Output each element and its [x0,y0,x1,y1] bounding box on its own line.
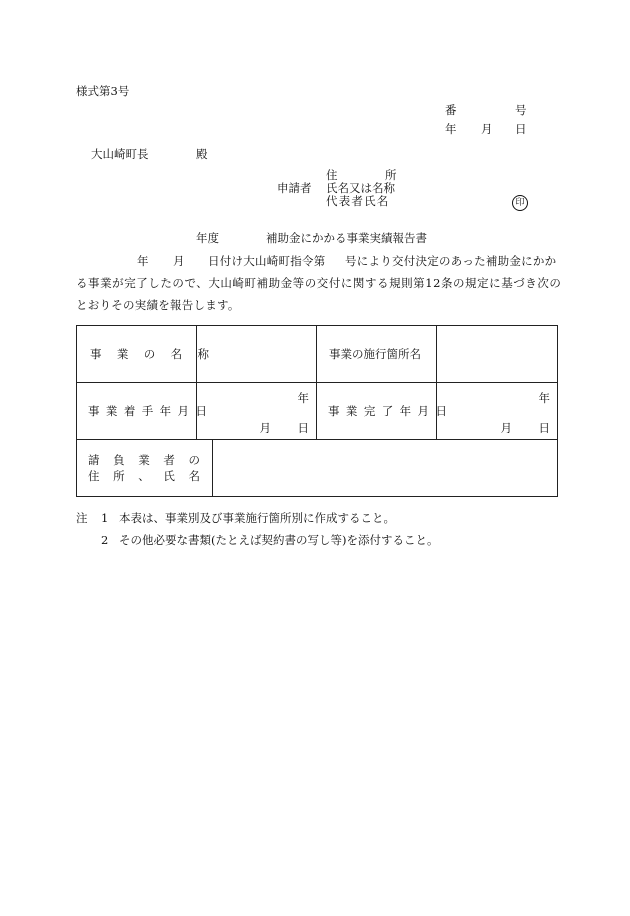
end-date-label-char: 事 [328,404,340,418]
contractor-label-line1-char: 者 [163,453,175,467]
start-date-value[interactable] [197,383,317,440]
number-label: 番 [445,103,457,117]
project-name-label-char: 業 [116,347,129,361]
end-date-label-char: 完 [363,404,376,418]
contractor-label-line1-char: 業 [138,453,150,467]
start-day: 日 [297,421,309,435]
end-date-value[interactable] [437,383,558,440]
end-month: 月 [500,421,512,435]
start-date-label-char: 着 [123,404,136,418]
table-row [77,383,558,440]
start-date-label-char: 月 [177,404,190,418]
applicant-name-label: 氏名又は名称 [326,181,395,195]
start-year: 年 [297,391,309,405]
project-name-label-char: の [143,347,156,361]
contractor-label-line1 [88,452,200,468]
project-name-value[interactable] [197,326,317,383]
project-site-label: 事業の施行箇所名 [329,347,421,361]
contractor-label-cell [77,440,213,497]
start-date-label-char: 事 [88,404,100,418]
contractor-label-line2 [88,468,200,484]
date-month: 月 [481,122,493,136]
body-year: 年 [137,254,149,268]
end-date-label-cell [317,383,447,440]
notes-prefix: 注 [76,511,88,525]
table-row [77,326,558,383]
start-month: 月 [259,421,271,435]
start-date-label-char: 年 [159,404,172,418]
start-date-label-char: 日 [195,404,207,418]
end-date-label-char: 年 [399,404,412,418]
form-number: 様式第3号 [76,84,130,98]
contractor-value[interactable] [213,440,558,497]
contractor-label-line2-char: 、 [138,469,150,483]
table-row [77,440,558,497]
document-title: 補助金にかかる事業実績報告書 [266,231,427,245]
end-date-label-char: 了 [381,404,394,418]
title-year-suffix: 年度 [196,231,219,245]
contractor-label-line1-char: 請 [88,453,100,467]
project-name-label-cell [77,326,209,383]
note-1-text: 本表は、事業別及び事業施行箇所別に作成すること。 [119,511,395,525]
applicant-address-label-1: 住 [326,168,338,182]
date-year: 年 [445,122,457,136]
note-2-text: その他必要な書類(たとえば契約書の写し等)を添付すること。 [119,533,439,547]
seal-icon: 印 [512,195,528,211]
body-line2: る事業が完了したので、大山崎町補助金等の交付に関する規則第12条の規定に基づき次の [76,276,562,290]
date-day: 日 [515,122,527,136]
applicant-label: 申請者 [277,181,312,195]
end-year: 年 [538,391,550,405]
end-date-label-char: 日 [435,404,447,418]
project-name-label-char: 名 [170,347,183,361]
contractor-label-line2-char: 住 [88,469,100,483]
note-2-number: 2 [101,533,109,547]
applicant-representative-label: 代表者氏名 [326,194,390,208]
body-month: 月 [173,254,185,268]
start-date-label-char: 業 [105,404,118,418]
project-site-label-cell [317,326,437,383]
addressee-name: 大山崎町長 [91,147,149,161]
project-name-label-char: 称 [197,347,209,361]
contractor-label [77,452,212,484]
contractor-label-line2-char: 名 [188,469,200,483]
contractor-label-line1-char: 負 [113,453,125,467]
project-name-label-char: 事 [90,347,102,361]
start-date-label-cell [77,383,207,440]
body-line1-tail: 号により交付決定のあった補助金にかか [345,254,557,268]
end-day: 日 [538,421,550,435]
project-site-value[interactable] [437,326,558,383]
note-1-number: 1 [101,511,109,525]
end-date-label-char: 月 [417,404,430,418]
end-date-label-char: 業 [345,404,358,418]
contractor-label-line2-char: 氏 [163,469,175,483]
contractor-label-line1-char: の [188,453,200,467]
applicant-address-label-2: 所 [385,168,397,182]
body-line1-text: 日付け大山崎町指令第 [208,254,326,268]
addressee-honorific: 殿 [196,147,208,161]
body-line3: とおりその実績を報告します。 [76,298,240,312]
start-date-label-char: 手 [141,404,154,418]
number-suffix: 号 [515,103,527,117]
report-table [76,325,558,497]
contractor-label-line2-char: 所 [113,469,125,483]
